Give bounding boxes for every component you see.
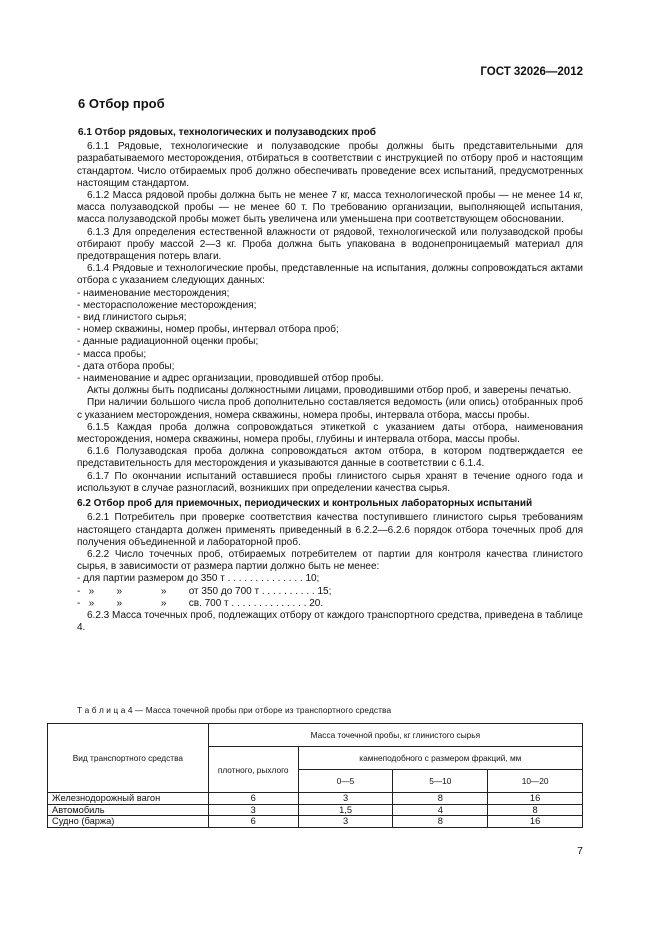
- quantity-label: - для партии размером до 350 т: [77, 573, 225, 585]
- table-row: [48, 793, 583, 805]
- paragraph: 6.1.6 Полузаводская проба должна сопровождаться актом отбора, в котором подтверждается ее представительность для месторождения и указываются данные в соответствии с 6.1.4.: [77, 446, 583, 470]
- paragraph: При наличии большого числа проб дополнительно составляется ведомость (или опись) отобранных проб с указанием месторождения, номера скважины, номера пробы, интервала отбора, массы пробы.: [77, 397, 583, 421]
- quantity-value: 10;: [305, 573, 320, 585]
- document-header: ГОСТ 32026—2012: [480, 66, 583, 78]
- quantity-value: 20.: [309, 597, 324, 609]
- paragraph: 6.2.1 Потребитель при проверке соответствия качества поступившего глинистого сырья требованиям настоящего стандарта должен применять приведенный в 6.2.2—6.2.6 порядок отбора точечных проб для получения объединенной и лабораторной проб.: [77, 512, 583, 548]
- header-vehicle: Вид транспортного средства: [48, 724, 209, 793]
- leader-dots: . . . . . . . . . .: [259, 585, 318, 597]
- header-stone: камнеподобного с размером фракций, мм: [298, 747, 582, 770]
- requisites-list: [77, 288, 583, 386]
- table-row: [48, 804, 583, 816]
- value-cell: 8: [488, 804, 583, 816]
- list-item: - вид глинистого сырья;: [77, 312, 187, 324]
- paragraph: Акты должны быть подписаны должностными лицами, проводившими отбор проб, и заверены печатью.: [87, 385, 572, 397]
- sample-mass-table: [47, 723, 583, 828]
- value-cell: 6: [208, 793, 298, 805]
- list-item: - дата отбора пробы;: [77, 360, 175, 372]
- value-cell: 6: [208, 816, 298, 828]
- value-cell: 16: [488, 793, 583, 805]
- paragraph: 6.1.4 Рядовые и технологические пробы, представленные на испытания, должны сопровождаться актами отбора с указанием следующих данных:: [77, 263, 583, 287]
- document-body: [77, 127, 583, 634]
- paragraph: 6.2.2 Число точечных проб, отбираемых потребителем от партии для контроля качества глинистого сырья, в зависимости от размера партии должно быть не менее:: [77, 548, 583, 573]
- list-item: - месторасположение месторождения;: [77, 299, 257, 311]
- paragraph: 6.1.5 Каждая проба должна сопровождаться этикеткой с указанием даты отбора, наименования месторождения, номера скважины, номера пробы, глубины и интервала отбора, массы пробы.: [77, 421, 583, 446]
- value-cell: 4: [393, 804, 488, 816]
- paragraph: 6.1.3 Для определения естественной влажности от рядовой, технологической или полузаводской пробы отбирают пробу массой 2—3 кг. Проба должна быть упакована в водонепроницаемый материал для предотвращения потерь влаги.: [77, 226, 583, 263]
- table-row: [48, 816, 583, 828]
- value-cell: 3: [298, 793, 393, 805]
- quantity-label: - » » » от 350 до 700 т: [77, 585, 260, 597]
- leader-dots: . . . . . . . . . . . . . .: [228, 597, 310, 609]
- subsection-title: 6.2 Отбор проб для приемочных, периодических и контрольных лабораторных испытаний: [77, 498, 533, 510]
- value-cell: 16: [488, 816, 583, 828]
- table-caption: Т а б л и ц а 4 — Масса точечной пробы при отборе из транспортного средства: [77, 705, 392, 715]
- vehicle-cell: Автомобиль: [48, 804, 209, 816]
- list-item: - масса пробы;: [77, 348, 147, 360]
- header-fraction: 5—10: [393, 770, 488, 793]
- list-item: - номер скважины, номер пробы, интервал отбора проб;: [77, 324, 339, 336]
- header-fraction: 10—20: [488, 770, 583, 793]
- value-cell: 3: [298, 816, 393, 828]
- vehicle-cell: Судно (баржа): [48, 816, 209, 828]
- quantity-value: 15;: [317, 585, 332, 597]
- list-item: - наименование и адрес организации, проводившей отбор пробы.: [77, 373, 384, 385]
- value-cell: 8: [393, 793, 488, 805]
- paragraph: 6.2.3 Масса точечных проб, подлежащих отбору от каждого транспортного средства, приведена в таблице 4.: [77, 609, 583, 634]
- header-dense: плотного, рыхлого: [208, 747, 298, 793]
- paragraph: 6.1.2 Масса рядовой пробы должна быть не менее 7 кг, масса технологической пробы — не менее 14 кг, масса полузаводской пробы — не менее 60 т. По требованию организации, выполняющей испытания, масса полузаводской пробы может быть увеличена или уменьшена при соответствующем обосновании.: [77, 190, 583, 226]
- subsection-title: 6.1 Отбор рядовых, технологических и полузаводских проб: [78, 127, 376, 138]
- paragraph: 6.1.7 По окончании испытаний оставшиеся пробы глинистого сырья хранят в течение одного года и используют в случае разногласий, возникших при определении качества сырья.: [77, 470, 583, 494]
- vehicle-cell: Железнодорожный вагон: [48, 793, 209, 805]
- quantity-list: [77, 573, 583, 610]
- paragraph: 6.1.1 Рядовые, технологические и полузаводские пробы должны быть представительными для разрабатываемого месторождения, отбираться в соответствии с инструкцией по отбору проб и настоящим стандартом. Число отбираемых проб должно обеспечивать проведение всех испытаний, предусмотренных настоящим стандартом.: [77, 141, 583, 189]
- quantity-row: [77, 598, 583, 610]
- header-mass: Масса точечной пробы, кг глинистого сырья: [208, 724, 582, 747]
- value-cell: 1,5: [298, 804, 393, 816]
- section-title: 6 Отбор проб: [78, 96, 165, 111]
- quantity-label: - » » » св. 700 т: [77, 597, 229, 609]
- leader-dots: . . . . . . . . . . . . . .: [224, 573, 306, 585]
- quantity-row: [77, 586, 583, 598]
- value-cell: 3: [208, 804, 298, 816]
- value-cell: 8: [393, 816, 488, 828]
- page-number: 7: [577, 845, 583, 857]
- quantity-row: [77, 573, 583, 585]
- list-item: - данные радиационной оценки пробы;: [77, 336, 259, 348]
- list-item: - наименование месторождения;: [77, 287, 230, 299]
- header-fraction: 0—5: [298, 770, 393, 793]
